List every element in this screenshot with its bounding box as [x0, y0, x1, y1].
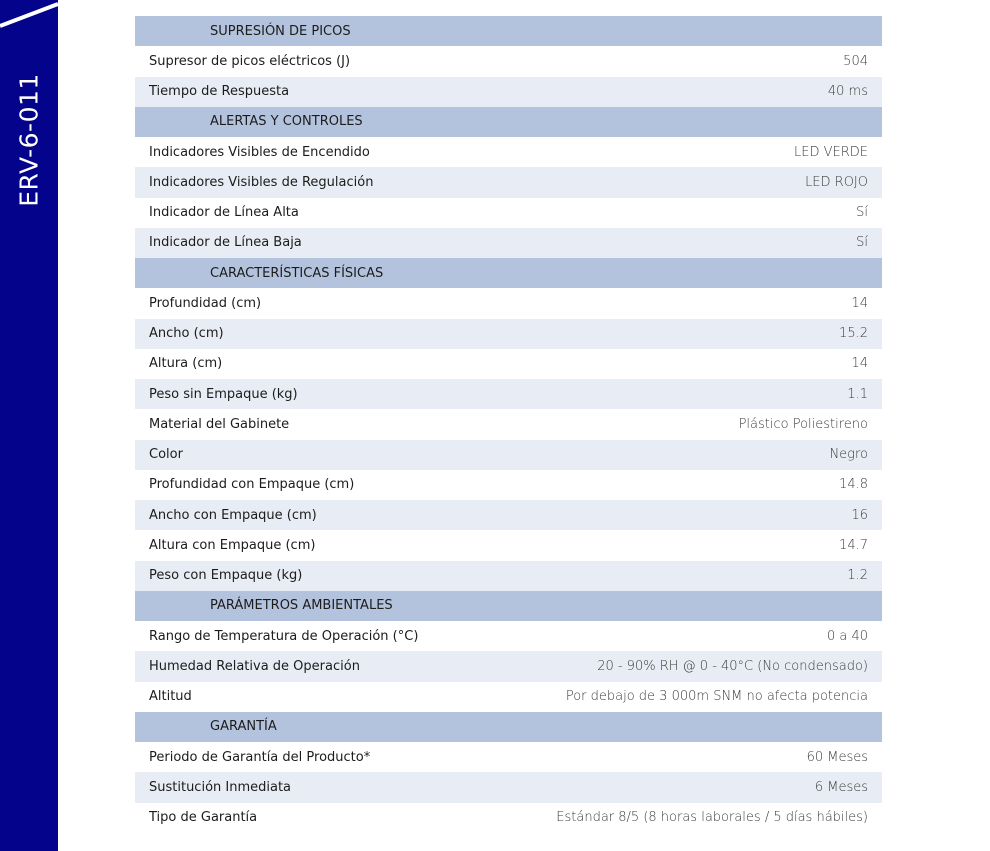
row-value: 40 ms: [827, 84, 868, 100]
row-value: 14: [851, 356, 868, 372]
table-row: [135, 742, 882, 772]
row-label: Profundidad (cm): [149, 295, 262, 311]
row-value: 0 a 40: [826, 628, 868, 644]
table-row: [135, 349, 882, 379]
row-label: Ancho (cm): [149, 326, 224, 342]
row-value: 14.7: [839, 537, 868, 553]
section-title: GARANTÍA: [210, 719, 277, 735]
row-label: Profundidad con Empaque (cm): [149, 477, 355, 493]
row-value: 504: [843, 53, 868, 69]
table-row: [135, 77, 882, 107]
row-label: Material del Gabinete: [149, 416, 290, 432]
table-row: [135, 500, 882, 530]
section-title: ALERTAS Y CONTROLES: [210, 114, 363, 130]
row-value: Sí: [856, 235, 868, 251]
table-row: [135, 288, 882, 318]
table-row: [135, 470, 882, 500]
table-row: [135, 440, 882, 470]
table-row: [135, 651, 882, 681]
section-header: [135, 591, 882, 621]
table-row: [135, 530, 882, 560]
table-row: [135, 167, 882, 197]
table-row: [135, 319, 882, 349]
spec-table: [135, 16, 882, 833]
section-header: [135, 712, 882, 742]
table-row: [135, 46, 882, 76]
section-title: PARÁMETROS AMBIENTALES: [210, 598, 393, 614]
sidebar: [0, 0, 58, 851]
row-value: 16: [851, 507, 868, 523]
row-value: Sí: [856, 205, 868, 221]
row-value: 14.8: [839, 477, 868, 493]
row-label: Altura (cm): [149, 356, 223, 372]
table-row: [135, 682, 882, 712]
row-value: Plástico Poliestireno: [738, 416, 868, 432]
table-row: [135, 379, 882, 409]
row-label: Tiempo de Respuesta: [149, 84, 290, 100]
table-row: [135, 803, 882, 833]
section-header: [135, 16, 882, 46]
row-label: Peso sin Empaque (kg): [149, 386, 298, 402]
section-title: CARACTERÍSTICAS FÍSICAS: [210, 265, 384, 281]
row-value: 14: [851, 295, 868, 311]
table-row: [135, 228, 882, 258]
row-value: Por debajo de 3 000m SNM no afecta potencia: [565, 689, 868, 705]
row-label: Indicador de Línea Alta: [149, 205, 299, 221]
table-row: [135, 409, 882, 439]
row-label: Humedad Relativa de Operación: [149, 658, 360, 674]
row-label: Tipo de Garantía: [149, 810, 258, 826]
row-label: Ancho con Empaque (cm): [149, 507, 317, 523]
row-label: Rango de Temperatura de Operación (°C): [149, 628, 419, 644]
row-label: Periodo de Garantía del Producto*: [149, 749, 371, 765]
row-value: 1.2: [847, 568, 868, 584]
row-value: LED ROJO: [805, 174, 868, 190]
row-value: 6 Meses: [814, 779, 868, 795]
table-row: [135, 137, 882, 167]
table-row: [135, 621, 882, 651]
row-label: Indicador de Línea Baja: [149, 235, 302, 251]
row-label: Indicadores Visibles de Regulación: [149, 174, 374, 190]
row-value: 20 - 90% RH @ 0 - 40°C (No condensado): [597, 658, 868, 674]
table-row: [135, 772, 882, 802]
row-label: Color: [149, 447, 183, 463]
row-label: Supresor de picos eléctricos (J): [149, 53, 351, 69]
row-value: 15.2: [839, 326, 868, 342]
row-value: 1.1: [847, 386, 868, 402]
section-header: [135, 107, 882, 137]
row-label: Altura con Empaque (cm): [149, 537, 316, 553]
row-label: Altitud: [149, 689, 192, 705]
row-label: Peso con Empaque (kg): [149, 568, 303, 584]
model-code: ERV-6-011: [14, 73, 44, 207]
table-row: [135, 561, 882, 591]
table-row: [135, 198, 882, 228]
row-label: Indicadores Visibles de Encendido: [149, 144, 370, 160]
decorative-slash-icon: [0, 0, 58, 30]
row-value: Negro: [829, 447, 868, 463]
row-value: Estándar 8/5 (8 horas laborales / 5 días hábiles): [556, 810, 868, 826]
row-label: Sustitución Inmediata: [149, 779, 292, 795]
row-value: LED VERDE: [794, 144, 868, 160]
row-value: 60 Meses: [806, 749, 868, 765]
section-header: [135, 258, 882, 288]
section-title: SUPRESIÓN DE PICOS: [210, 23, 351, 39]
